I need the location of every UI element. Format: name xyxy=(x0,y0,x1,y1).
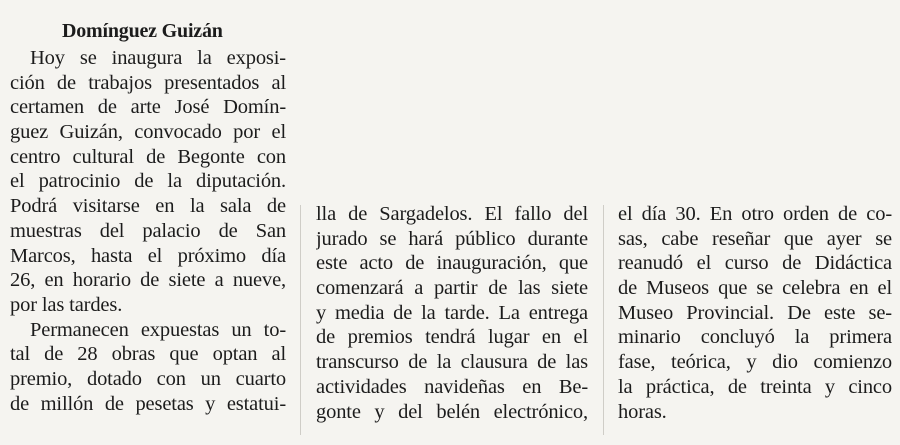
text-line: Museo Provincial. De este se- xyxy=(618,301,892,324)
text-line: de millón de pesetas y estatui- xyxy=(10,392,286,415)
text-line: ción de trabajos presentados al xyxy=(10,71,286,94)
text-line: por las tardes. xyxy=(10,293,123,316)
text-line: premio, dotado con un cuarto xyxy=(10,367,286,390)
text-line: guez Guizán, convocado por el xyxy=(10,121,286,144)
text-line: de Museos que se celebra en el xyxy=(618,277,892,300)
text-line: la práctica, de treinta y cinco xyxy=(618,375,892,398)
text-line: Podrá visitarse en la sala de xyxy=(10,195,286,218)
text-line: este acto de inauguración, que xyxy=(316,252,588,275)
text-line: muestras del palacio de San xyxy=(10,219,286,242)
text-line: Marcos, hasta el próximo día xyxy=(10,244,286,267)
text-line: lla de Sargadelos. El fallo del xyxy=(316,203,588,225)
text-line: fase, teórica, y dio comienzo xyxy=(618,351,892,374)
text-line: Hoy se inaugura la exposi- xyxy=(30,47,286,69)
text-line: 26, en horario de siete a nueve, xyxy=(10,269,286,292)
text-line: el día 30. En otro orden de co- xyxy=(618,203,892,225)
article-column-1 xyxy=(10,46,286,416)
text-line: sas, cabe reseñar que ayer se xyxy=(618,227,892,250)
column-divider xyxy=(603,205,604,435)
column-divider xyxy=(300,205,301,435)
text-line: tal de 28 obras que optan al xyxy=(10,343,286,366)
text-line: jurado se hará público durante xyxy=(316,227,588,250)
text-line: centro cultural de Begonte con xyxy=(10,145,286,168)
article-column-2 xyxy=(316,202,588,424)
text-line: minario concluyó la primera xyxy=(618,326,892,349)
text-line: comenzará a partir de las siete xyxy=(316,277,588,300)
text-line: de premios tendrá lugar en el xyxy=(316,326,588,349)
text-line: y media de la tarde. La entrega xyxy=(316,301,588,324)
text-line: reanudó el curso de Didáctica xyxy=(618,252,892,275)
text-line: Permanecen expuestas un to- xyxy=(30,318,286,341)
text-line: gonte y del belén electrónico, xyxy=(316,400,588,423)
text-line: horas. xyxy=(618,400,667,423)
article-column-3 xyxy=(618,202,892,424)
article-headline: Domínguez Guizán xyxy=(62,20,223,43)
text-line: el patrocinio de la diputación. xyxy=(10,170,286,193)
text-line: transcurso de la clausura de las xyxy=(316,351,588,374)
text-line: certamen de arte José Domín- xyxy=(10,96,286,119)
text-line: actividades navideñas en Be- xyxy=(316,375,588,398)
